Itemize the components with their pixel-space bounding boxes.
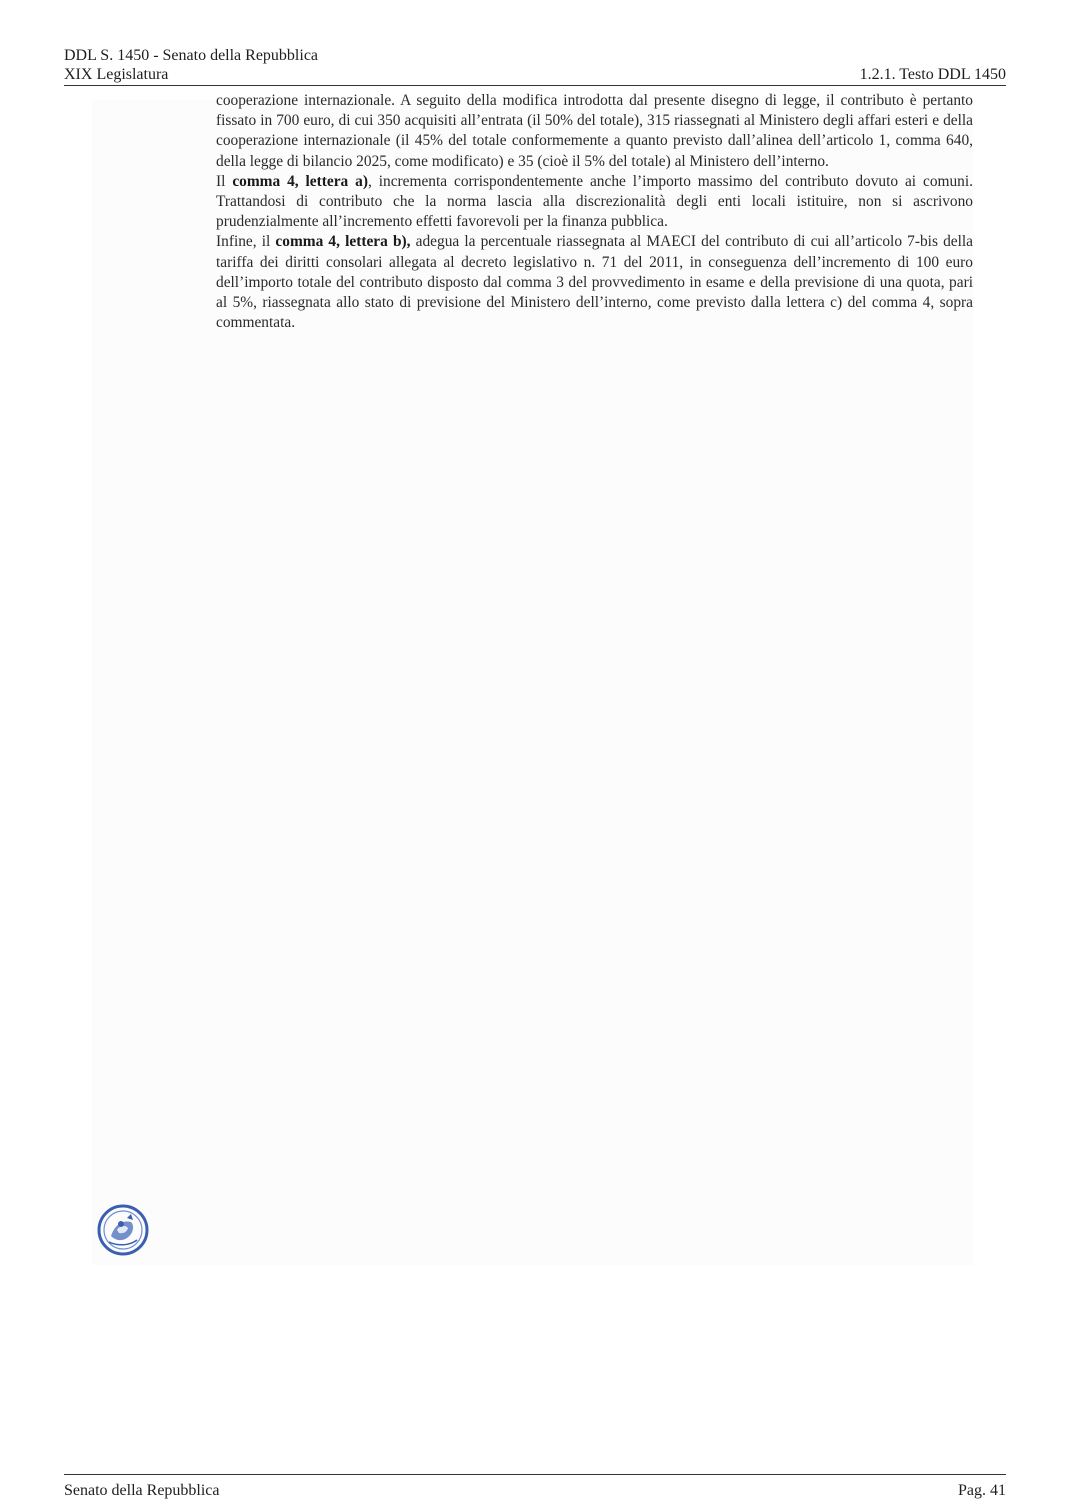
header-row [64,65,1006,86]
legislature-label: XIX Legislatura [64,66,169,83]
page-number: Pag. 41 [958,1482,1006,1499]
document-title: DDL S. 1450 - Senato della Repubblica [64,47,319,64]
page-header [64,46,1006,86]
paragraph-3: Infine, il comma 4, lettera b), adegua la percentuale riassegnata al MAECI del contributo di cui all’articolo 7-bis della tariffa dei diritti consolari allegata al decreto legislativo n. 71 del 2011, in conseguenza dell’incremento di 100 euro dell’importo totale del contributo disposto dal comma 3 del provvedimento in esame e della previsione di una quota, pari al 5%, riassegnata allo stato di previsione del Ministero dell’interno, come previsto dalla lettera c) del comma 4, sopra commentata. [216,233,973,332]
comma-4-a-ref: comma 4, lettera a) [232,172,368,190]
paragraph-1: cooperazione internazionale. A seguito della modifica introdotta dal presente disegno di legge, il contributo è pertanto fissato in 700 euro, di cui 350 acquisiti all’entrata (il 50% del totale), 315 riassegnati al Ministero degli affari esteri e della cooperazione internazionale (il 45% del totale conformemente a quanto previsto dall’alinea dell’articolo 1, comma 640, della legge di bilancio 2025, come modificato) e 35 (cioè il 5% del totale) al Ministero dell’interno. [216,92,973,170]
footer-institution: Senato della Repubblica [64,1482,220,1499]
section-label: 1.2.1. Testo DDL 1450 [859,66,1006,83]
senate-seal-icon [97,1204,149,1256]
body-text [216,91,973,333]
paragraph-2: Il comma 4, lettera a), incrementa corrispondentemente anche l’importo massimo del contributo dovuto ai comuni. Trattandosi di contributo che la norma lascia alla discrezionalità degli enti locali istituire, non si ascrivono prudenzialmente all’incremento effetti favorevoli per la finanza pubblica. [216,172,974,231]
comma-4-b-ref: comma 4, lettera b), [275,233,411,251]
page-footer [64,1474,1006,1501]
